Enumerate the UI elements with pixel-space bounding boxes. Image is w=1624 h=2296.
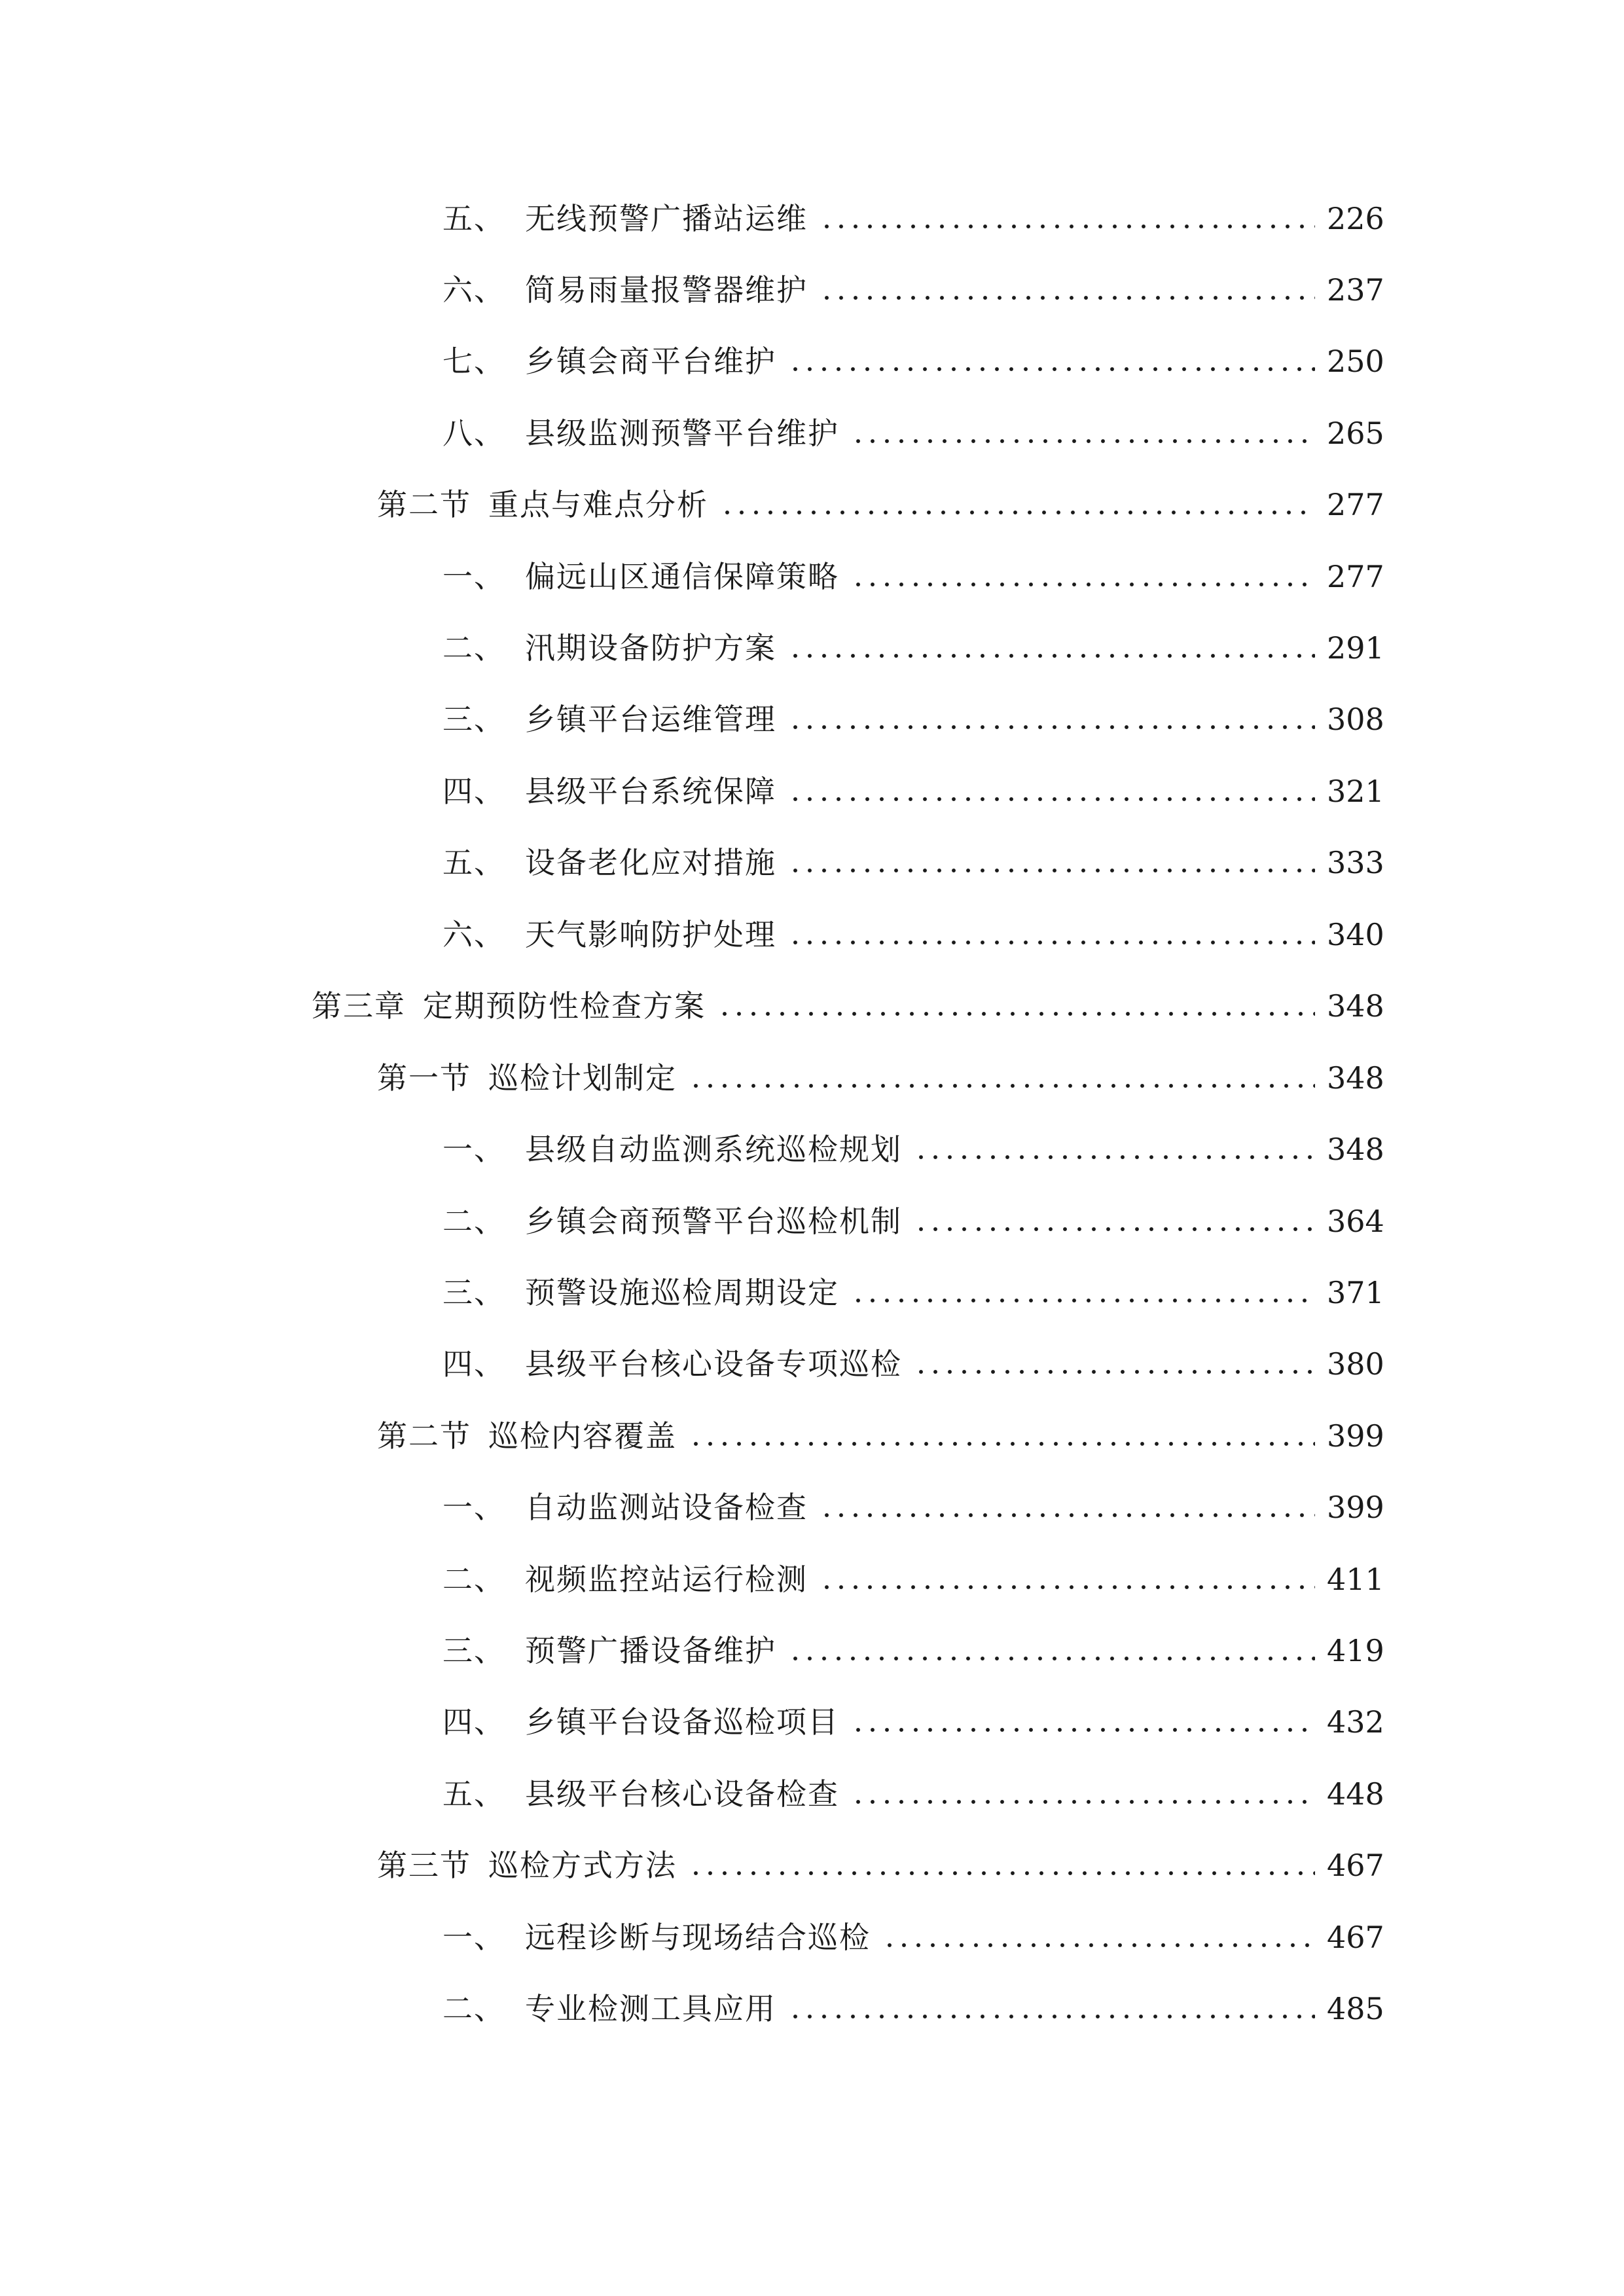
toc-entry[interactable] <box>442 1631 1384 1670</box>
toc-dot-leader <box>788 772 1315 811</box>
toc-dot-leader <box>820 270 1315 310</box>
toc-entry-number: 三、 <box>442 1275 505 1310</box>
toc-dot-leader <box>788 628 1315 668</box>
toc-dot-leader <box>882 1918 1315 1957</box>
toc-entry-title: 县级自动监测系统巡检规划 <box>525 1132 902 1167</box>
toc-dot-leader <box>788 915 1315 954</box>
toc-entry-number: 一、 <box>442 1920 505 1955</box>
toc-entry[interactable] <box>442 270 1384 310</box>
toc-entry[interactable] <box>442 414 1384 453</box>
toc-entry-page: 308 <box>1327 702 1384 737</box>
toc-entry-number: 四、 <box>442 1346 505 1382</box>
toc-entry-page: 467 <box>1327 1848 1384 1883</box>
toc-entry-number: 一、 <box>442 1490 505 1525</box>
toc-entry-title: 乡镇会商平台维护 <box>525 344 776 379</box>
toc-dot-leader <box>820 199 1315 238</box>
toc-entry-page: 371 <box>1327 1275 1384 1310</box>
toc-entry[interactable] <box>442 199 1384 238</box>
toc-entry[interactable] <box>442 1989 1384 2028</box>
toc-entry[interactable] <box>442 1774 1384 1814</box>
toc-dot-leader <box>788 342 1315 381</box>
toc-entry-title: 县级平台系统保障 <box>525 774 776 809</box>
toc-entry-title: 县级平台核心设备专项巡检 <box>525 1346 902 1382</box>
toc-entry[interactable] <box>442 1702 1384 1742</box>
toc-entry[interactable] <box>442 843 1384 882</box>
toc-entry-title: 巡检计划制定 <box>488 1060 677 1096</box>
toc-dot-leader <box>851 414 1315 453</box>
toc-entry[interactable] <box>442 915 1384 954</box>
toc-entry-number: 第三节 <box>377 1848 471 1883</box>
toc-entry[interactable] <box>442 1488 1384 1527</box>
toc-entry[interactable] <box>442 700 1384 739</box>
toc-entry-page: 448 <box>1327 1776 1384 1812</box>
toc-entry-page: 485 <box>1327 1991 1384 2026</box>
toc-entry-page: 467 <box>1327 1920 1384 1955</box>
toc-entry[interactable] <box>442 557 1384 596</box>
toc-entry[interactable] <box>442 1560 1384 1599</box>
toc-entry-page: 340 <box>1327 917 1384 952</box>
toc-dot-leader <box>820 1488 1315 1527</box>
toc-entry-page: 364 <box>1327 1204 1384 1239</box>
toc-entry-number: 六、 <box>442 917 505 952</box>
toc-entry-number: 四、 <box>442 1704 505 1740</box>
toc-entry[interactable] <box>312 986 1384 1026</box>
toc-entry-page: 277 <box>1327 559 1384 594</box>
toc-entry[interactable] <box>377 485 1384 524</box>
toc-entry-number: 五、 <box>442 845 505 880</box>
toc-entry-page: 277 <box>1327 487 1384 522</box>
toc-entry-number: 一、 <box>442 1132 505 1167</box>
toc-entry[interactable] <box>377 1846 1384 1885</box>
toc-entry-page: 432 <box>1327 1704 1384 1740</box>
toc-entry-title: 重点与难点分析 <box>488 487 708 522</box>
toc-dot-leader <box>914 1130 1315 1169</box>
toc-entry-title: 简易雨量报警器维护 <box>525 272 808 308</box>
toc-entry-title: 预警广播设备维护 <box>525 1633 776 1668</box>
toc-entry[interactable] <box>442 342 1384 381</box>
toc-dot-leader <box>788 843 1315 882</box>
toc-entry-title: 无线预警广播站运维 <box>525 201 808 236</box>
toc-dot-leader <box>788 1989 1315 2028</box>
toc-entry-number: 五、 <box>442 201 505 236</box>
toc-entry-page: 237 <box>1327 272 1384 308</box>
toc-entry-number: 五、 <box>442 1776 505 1812</box>
toc-entry-title: 县级平台核心设备检查 <box>525 1776 839 1812</box>
toc-entry-number: 二、 <box>442 1991 505 2026</box>
toc-dot-leader <box>689 1846 1315 1885</box>
toc-entry-page: 399 <box>1327 1418 1384 1454</box>
toc-entry-title: 汛期设备防护方案 <box>525 630 776 666</box>
toc-entry-page: 348 <box>1327 988 1384 1024</box>
toc-entry-page: 380 <box>1327 1346 1384 1382</box>
toc-entry-number: 二、 <box>442 1562 505 1597</box>
toc-entry-number: 六、 <box>442 272 505 308</box>
toc-entry-number: 三、 <box>442 702 505 737</box>
toc-entry-number: 一、 <box>442 559 505 594</box>
toc-entry-page: 226 <box>1327 201 1384 236</box>
toc-dot-leader <box>788 700 1315 739</box>
toc-entry-title: 设备老化应对措施 <box>525 845 776 880</box>
toc-entry-number: 二、 <box>442 630 505 666</box>
toc-entry[interactable] <box>442 1273 1384 1312</box>
toc-entry-title: 视频监控站运行检测 <box>525 1562 808 1597</box>
toc-dot-leader <box>820 1560 1315 1599</box>
toc-entry-number: 第一节 <box>377 1060 471 1096</box>
toc-entry-title: 自动监测站设备检查 <box>525 1490 808 1525</box>
toc-entry-title: 远程诊断与现场结合巡检 <box>525 1920 871 1955</box>
toc-entry-number: 二、 <box>442 1204 505 1239</box>
toc-entry-number: 八、 <box>442 416 505 451</box>
toc-dot-leader <box>914 1344 1315 1384</box>
toc-dot-leader <box>851 557 1315 596</box>
toc-entry-title: 巡检内容覆盖 <box>488 1418 677 1454</box>
toc-entry[interactable] <box>442 772 1384 811</box>
toc-entry-page: 348 <box>1327 1060 1384 1096</box>
toc-entry-page: 333 <box>1327 845 1384 880</box>
toc-dot-leader <box>914 1202 1315 1241</box>
toc-dot-leader <box>788 1631 1315 1670</box>
toc-entry-number: 第二节 <box>377 487 471 522</box>
toc-entry-page: 265 <box>1327 416 1384 451</box>
toc-entry-title: 县级监测预警平台维护 <box>525 416 839 451</box>
toc-entry-page: 348 <box>1327 1132 1384 1167</box>
toc-entry-number: 四、 <box>442 774 505 809</box>
toc-dot-leader <box>689 1058 1315 1098</box>
toc-entry[interactable] <box>442 1918 1384 1957</box>
toc-entry[interactable] <box>377 1058 1384 1098</box>
toc-dot-leader <box>851 1702 1315 1742</box>
toc-entry-number: 七、 <box>442 344 505 379</box>
toc-entry-number: 第三章 <box>312 988 406 1024</box>
toc-entry-title: 巡检方式方法 <box>488 1848 677 1883</box>
toc-dot-leader <box>851 1774 1315 1814</box>
toc-entry-page: 321 <box>1327 774 1384 809</box>
toc-entry[interactable] <box>442 1202 1384 1241</box>
toc-entry-title: 乡镇平台运维管理 <box>525 702 776 737</box>
toc-entry-title: 乡镇平台设备巡检项目 <box>525 1704 839 1740</box>
toc-entry-title: 偏远山区通信保障策略 <box>525 559 839 594</box>
toc-entry[interactable] <box>442 1344 1384 1384</box>
toc-entry-title: 预警设施巡检周期设定 <box>525 1275 839 1310</box>
toc-dot-leader <box>720 485 1315 524</box>
toc-entry-page: 411 <box>1327 1562 1384 1597</box>
toc-entry-number: 第二节 <box>377 1418 471 1454</box>
toc-entry-title: 专业检测工具应用 <box>525 1991 776 2026</box>
toc-entry[interactable] <box>442 628 1384 668</box>
toc-entry-title: 天气影响防护处理 <box>525 917 776 952</box>
toc-entry-page: 419 <box>1327 1633 1384 1668</box>
toc-entry[interactable] <box>377 1416 1384 1456</box>
toc-entry-number: 三、 <box>442 1633 505 1668</box>
toc-dot-leader <box>689 1416 1315 1456</box>
toc-entry[interactable] <box>442 1130 1384 1169</box>
toc-entry-title: 乡镇会商预警平台巡检机制 <box>525 1204 902 1239</box>
toc-entry-page: 399 <box>1327 1490 1384 1525</box>
toc-entry-title: 定期预防性检查方案 <box>423 988 706 1024</box>
toc-entry-page: 250 <box>1327 344 1384 379</box>
toc-dot-leader <box>717 986 1315 1026</box>
toc-entry-page: 291 <box>1327 630 1384 666</box>
toc-dot-leader <box>851 1273 1315 1312</box>
